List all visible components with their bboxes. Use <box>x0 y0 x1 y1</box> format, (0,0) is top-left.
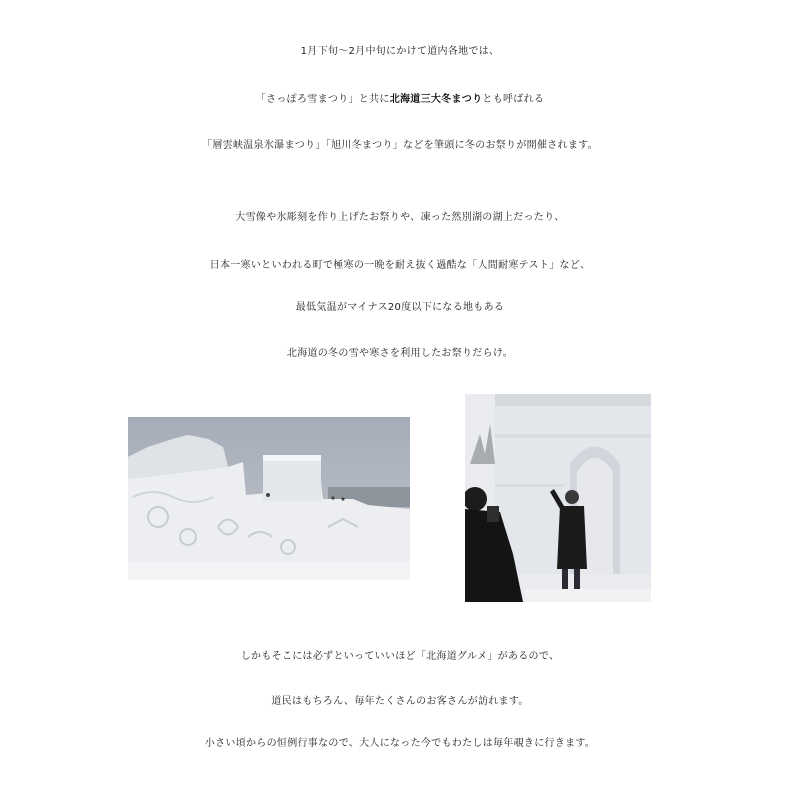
closing-line-3: 小さい頃からの恒例行事なので、大人になった今でもわたしは毎年覗きに行きます。 <box>204 738 596 749</box>
description-line-4: 北海道の冬の雪や寒さを利用したお祭りだらけ。 <box>286 348 514 359</box>
intro-line-2-after: とも呼ばれる <box>482 94 545 105</box>
person-in-front-of-snow-sculpture-photo <box>465 394 651 602</box>
description-line-3: 最低気温がマイナス20度以下になる地もある <box>295 302 505 313</box>
closing-line-1: しかもそこには必ずといっていいほど「北海道グルメ」があるので、 <box>240 651 560 662</box>
description-line-2: 日本一寒いといわれる町で極寒の一晩を耐え抜く過酷な「人間耐寒テスト」など、 <box>209 260 591 271</box>
snow-sculpture-photo <box>128 417 410 580</box>
intro-line-2-bold: 北海道三大冬まつり <box>389 94 483 105</box>
intro-line-3: 「層雲峡温泉氷瀑まつり」「旭川冬まつり」などを筆頭に冬のお祭りが開催されます。 <box>202 140 598 151</box>
intro-line-2 <box>0 88 800 112</box>
intro-line-1: 1月下旬～2月中旬にかけて道内各地では、 <box>300 46 500 57</box>
intro-line-2-before: 「さっぽろ雪まつり」と共に <box>255 94 390 105</box>
description-line-1: 大雪像や氷彫刻を作り上げたお祭りや、凍った然別湖の湖上だったり、 <box>235 212 565 223</box>
closing-line-2: 道民はもちろん、毎年たくさんのお客さんが訪れます。 <box>271 696 529 707</box>
